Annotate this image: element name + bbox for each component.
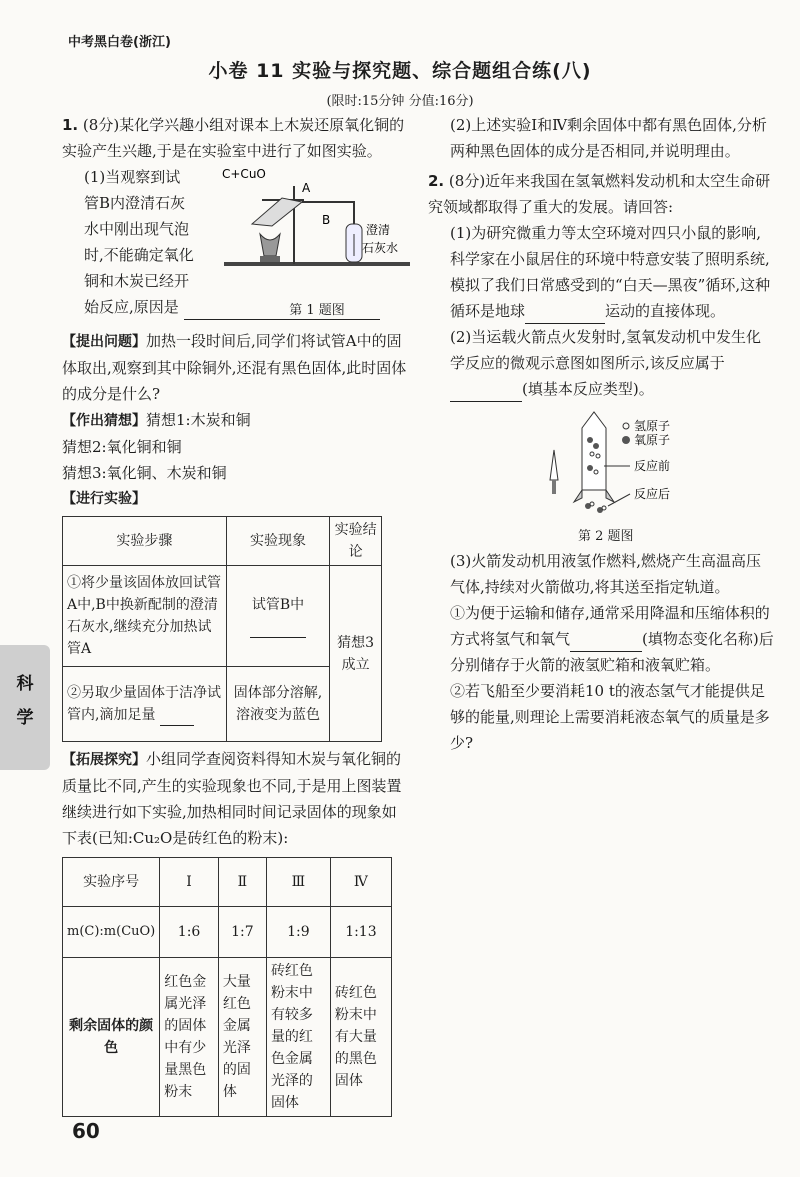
right-column <box>428 112 774 756</box>
ext-color-label: 剩余固体的颜色 <box>63 958 160 1117</box>
q1-guess <box>62 407 408 434</box>
guess-3: 猜想3:氧化铜、木炭和铜 <box>62 464 227 482</box>
q1-apparatus-diagram <box>222 164 412 294</box>
exp-row2-step <box>63 667 227 742</box>
q1-p1-line: 时,不能确定氧化 <box>84 246 194 264</box>
rocket-reaction-diagram <box>538 410 738 522</box>
ext-header-2: Ⅱ <box>218 858 266 907</box>
q2-part3-2: ②若飞船至少要消耗10 t的液态氢气才能提供足够的能量,则理论上需要消耗液态氧气的质量是多少? <box>450 682 770 752</box>
exp-row1-step: ①将少量该固体放回试管A中,B中换新配制的澄清石灰水,继续充分加热试管A <box>63 566 227 667</box>
ext-header-1: Ⅰ <box>160 858 219 907</box>
side-tab-char-2: 学 <box>16 708 34 728</box>
q2-p1-blank[interactable] <box>525 307 605 324</box>
apparatus-label-a: A <box>302 181 311 195</box>
guess-tag: 【作出猜想】 <box>62 413 146 429</box>
q2-p3-1-text: ①为便于运输和储存,通常采用降温和压缩体积的方式将氢气和氧气 <box>450 604 770 648</box>
header-brand: 中考黑白卷(浙江) <box>68 35 171 50</box>
q1-intro-text: (8分)某化学兴趣小组对课本上木炭还原氧化铜的实验产生兴趣,于是在实验室中进行了如图实验。 <box>62 116 405 160</box>
exp-header-phenomenon: 实验现象 <box>226 517 329 566</box>
exp-row1-phen-text: 试管B中 <box>251 597 305 613</box>
exp-row2-step-text: ②另取少量固体于洁净试管内,滴加足量 <box>67 685 221 723</box>
page-title: 小卷 11 实验与探究题、综合题组合练(八) <box>208 60 592 82</box>
ext-header-label: 实验序号 <box>63 858 160 907</box>
q2-p3-1-blank[interactable] <box>570 635 642 652</box>
q1-figure-caption: 第 1 题图 <box>289 303 345 318</box>
ext-color-2: 大量红色金属光泽的固体 <box>218 958 266 1117</box>
q1-p1-line: 管B内澄清石灰 <box>84 194 186 212</box>
exp-row1-phen-blank[interactable] <box>250 621 306 638</box>
q2-p1-text: (1)为研究微重力等太空环境对四只小鼠的影响,科学家在小鼠居住的环境中特意安装了照明系统,模拟了我们日常感受到的“白天—黑夜”循环,这种循环是地球 <box>450 224 771 320</box>
q1-p1-line: 始反应,原因是 <box>84 298 179 316</box>
q2-number: 2. <box>428 172 445 190</box>
ext-color-4: 砖红色粉末中有大量的黑色固体 <box>330 958 391 1117</box>
extension-tag: 【拓展探究】 <box>62 752 146 768</box>
raise-question-tag: 【提出问题】 <box>62 334 146 350</box>
q2-intro-text: (8分)近年来我国在氢氧燃料发动机和太空生命研究领域都取得了重大的发展。请回答: <box>428 172 771 216</box>
exp-row1-phenomenon <box>226 566 329 667</box>
q1-number: 1. <box>62 116 79 134</box>
apparatus-label-c-cuo: C+CuO <box>222 167 266 181</box>
q1-p1-line: 水中刚出现气泡 <box>84 220 190 238</box>
q2-p3-1-tail: (填物态变化名称)后分别储存于火箭的液氢贮箱和液氧贮箱。 <box>450 630 774 674</box>
q2-p1-tail: 运动的直接体现。 <box>605 302 726 320</box>
ext-ratio-4: 1:13 <box>330 907 391 958</box>
ext-ratio-label: m(C):m(CuO) <box>63 907 160 958</box>
extension-text: 小组同学查阅资料得知木炭与氧化铜的质量比不同,产生的实验现象也不同,于是用上图装置继续进行如下实验,加热相同时间记录固体的现象如下表(已知:Cu₂O是砖红色的粉末): <box>62 750 402 847</box>
legend-hydrogen-icon <box>623 423 629 429</box>
q1-p1-line: 铜和木炭已经开 <box>84 272 190 290</box>
exp-row2-phenomenon: 固体部分溶解,溶液变为蓝色 <box>226 667 329 742</box>
exp-header-step: 实验步骤 <box>63 517 227 566</box>
q1-raise-question <box>62 328 408 407</box>
q2-p2-text: (2)当运载火箭点火发射时,氢氧发动机中发生化学反应的微观示意图如图所示,该反应属于 <box>450 328 762 372</box>
page-number: 60 <box>72 1119 100 1143</box>
ext-ratio-3: 1:9 <box>266 907 330 958</box>
apparatus-label-limewater-2: 石灰水 <box>362 241 399 255</box>
q2-part3: (3)火箭发动机用液氢作燃料,燃烧产生高温高压气体,持续对火箭做功,将其送至指定轨道。 <box>450 552 762 596</box>
left-column <box>62 112 408 1117</box>
label-before-reaction: 反应前 <box>634 459 671 473</box>
q1-part2: (2)上述实验Ⅰ和Ⅳ剩余固体中都有黑色固体,分析两种黑色固体的成分是否相同,并说明理由。 <box>450 116 767 160</box>
ext-color-3: 砖红色粉末中有较多量的红色金属光泽的固体 <box>266 958 330 1117</box>
exp-row2-step-blank[interactable] <box>160 709 194 726</box>
raise-question-text: 加热一段时间后,同学们将试管A中的固体取出,观察到其中除铜外,还混有黑色固体,此时固体的成分是什么? <box>62 332 407 403</box>
q1-part1-block <box>62 164 408 320</box>
experiment-table <box>62 516 382 742</box>
q1-p1-line: (1)当观察到试 <box>84 168 181 186</box>
exp-conclusion-cell: 猜想3成立 <box>330 566 382 742</box>
legend-oxygen-icon <box>622 436 630 444</box>
q1-p1-answer-blank[interactable] <box>184 303 380 320</box>
legend-hydrogen-label: 氢原子 <box>634 419 671 433</box>
q2-part2 <box>428 324 774 402</box>
extension-table <box>62 857 392 1117</box>
q2-p2-tail: (填基本反应类型)。 <box>522 380 654 398</box>
side-tab-char-1: 科 <box>16 674 34 694</box>
q2-intro <box>428 168 774 220</box>
q1-apparatus-figure <box>222 164 412 318</box>
guess-1: 猜想1:木炭和铜 <box>146 411 251 429</box>
q2-part3-1 <box>428 600 774 678</box>
ext-header-4: Ⅳ <box>330 858 391 907</box>
ext-header-3: Ⅲ <box>266 858 330 907</box>
q2-figure-caption: 第 2 题图 <box>578 529 634 544</box>
ext-ratio-2: 1:7 <box>218 907 266 958</box>
q1-extension <box>62 746 408 851</box>
guess-2: 猜想2:氧化铜和铜 <box>62 438 182 456</box>
time-score-info: (限时:15分钟 分值:16分) <box>326 94 474 109</box>
subject-side-tab <box>0 645 50 770</box>
q2-reaction-figure <box>428 410 774 548</box>
q2-part1 <box>428 220 774 324</box>
apparatus-label-limewater-1: 澄清 <box>366 223 391 237</box>
q1-part1-text <box>84 164 214 294</box>
experiment-tag: 【进行实验】 <box>62 491 146 507</box>
exp-header-conclusion: 实验结论 <box>330 517 382 566</box>
q1-p1-last-line <box>84 294 414 320</box>
label-after-reaction: 反应后 <box>634 487 671 501</box>
legend-oxygen-label: 氧原子 <box>634 433 671 447</box>
q2-p2-blank[interactable] <box>450 385 522 402</box>
apparatus-label-b: B <box>322 213 331 227</box>
ext-color-1: 红色金属光泽的固体中有少量黑色粉末 <box>160 958 219 1117</box>
ext-ratio-1: 1:6 <box>160 907 219 958</box>
q1-intro <box>62 112 408 164</box>
